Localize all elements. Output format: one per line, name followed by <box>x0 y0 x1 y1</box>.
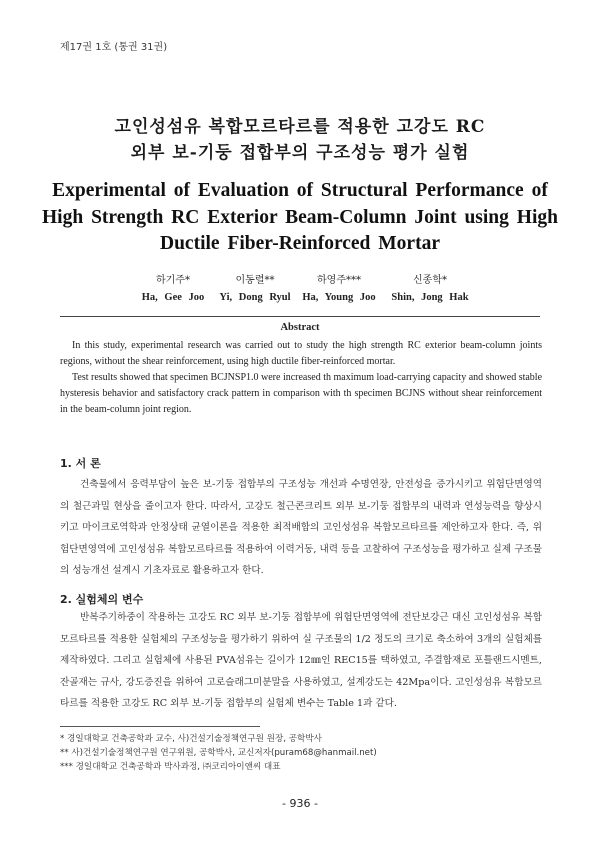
author-name-en: Shin, Jong Hak <box>391 292 469 303</box>
author-name-en: Ha, Gee Joo <box>141 292 205 303</box>
english-title-line-2: High Strength RC Exterior Beam-Column Joint using High <box>42 207 558 228</box>
journal-volume-header: 제17권 1호 (통권 31권) <box>60 42 168 53</box>
english-title-line-1: Experimental of Evaluation of Structural Performance of <box>52 180 548 201</box>
author-name-en: Yi, Dong Ryul <box>219 292 291 303</box>
abstract-divider <box>60 316 540 317</box>
korean-title-line-2: 외부 보-기둥 접합부의 구조성능 평가 실험 <box>130 143 470 163</box>
abstract-heading: Abstract <box>280 322 320 333</box>
section-paragraph: 반복주기하중이 작용하는 고강도 RC 외부 보-기둥 접합부에 위험단면영역에 전단보강근 대신 고인성섬유 복합모르타르를 적용한 실험체의 구조성능을 평가하기 위하여 실 구조물의 1/2 정도의 크기로 축소하여 3개의 실험체를 제작하였다. 그리고 실험체에 사용된 PVA섬유는 길이가 12㎜인 REC15를 택하였고, 주결합재로 포틀랜드시멘트, 잔골재는 규사, 강도증진을 위하여 고로슬래그미분말을 사용하였고, 설계강도는 42Mpa이다. 고인성섬유 복합모르타르를 적용한 고강도 RC 외부 보-기둥 접합부의 실험체 변수는 Table 1과 같다. <box>60 612 542 709</box>
author-name-ko: 이동렬** <box>235 275 275 286</box>
page-number: - 936 - <box>282 797 318 810</box>
footnote-1: * 경일대학교 건축공학과 교수, 사)건설기술정책연구원 원장, 공학박사 <box>60 734 322 744</box>
section-heading-specimen-variables: 2. 실험체의 변수 <box>60 593 144 606</box>
section-body-introduction <box>60 474 542 582</box>
author-name-ko: 하영주*** <box>317 275 361 286</box>
section-paragraph: 건축물에서 응력부담이 높은 보-기둥 접합부의 구조성능 개선과 수명연장, 안전성을 증가시키고 위험단면영역의 철근과밀 현상을 줄이고자 한다. 따라서, 고강도 철근콘크리트 외부 보-기둥 접합부의 내력과 연성능력을 향상시키고 마이크로역학과 안정상태 균열이론을 적용한 최적배합의 고인성섬유 복합모르타르를 제안하고자 한다. 즉, 위험단면영역에 고인성섬유 복합모르타르를 적용하여 이력거동, 내력 등을 고찰하여 구조성능을 평가하고 실제 구조물의 성능개선 설계시 기초자료로 활용하고자 한다. <box>60 479 542 576</box>
author-name-ko: 하기주* <box>156 275 190 286</box>
abstract-body <box>60 338 542 418</box>
footnote-2: ** 사)건설기술정책연구원 연구위원, 공학박사, 교신저자(puram68@hanmail.net) <box>60 748 377 758</box>
english-title-line-3: Ductile Fiber-Reinforced Mortar <box>160 233 440 254</box>
footnote-divider <box>60 726 260 727</box>
section-heading-introduction: 1. 서 론 <box>60 457 101 470</box>
footnotes <box>60 732 540 774</box>
author-name-en: Ha, Young Joo <box>302 292 376 303</box>
footnote-3: *** 경일대학교 건축공학과 박사과정, ㈜코리아이앤씨 대표 <box>60 762 281 772</box>
abstract-paragraph-2: Test results showed that specimen BCJNSP1.0 were increased th maximum load-carrying capacity and showed stable hysteresis behavior and satisfactory crack pattern in comparison with th specimen BCJNS without shear reinforcement in the beam-column joint region. <box>60 372 543 415</box>
section-body-specimen-variables <box>60 607 542 715</box>
abstract-paragraph-1: In this study, experimental research was carried out to study the high strength RC exterior beam-column joints regions, without the shear reinforcement, using high ductile fiber-reinforced mortar. <box>60 340 542 367</box>
korean-title-line-1: 고인성섬유 복합모르타르를 적용한 고강도 RC <box>114 117 486 137</box>
author-4 <box>375 272 485 306</box>
author-name-ko: 신종학* <box>413 275 447 286</box>
